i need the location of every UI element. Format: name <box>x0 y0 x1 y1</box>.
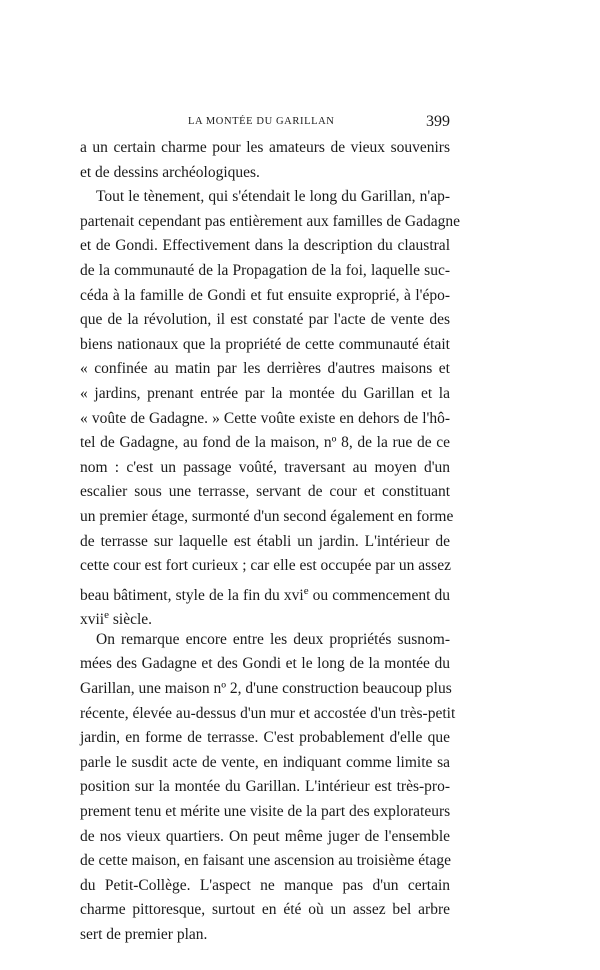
text-line: que de la révolution, il est constaté par l'acte de vente des <box>80 311 450 329</box>
page-number: 399 <box>426 113 450 130</box>
text-line: « jardins, prenant entrée par la montée du Garillan et la <box>80 384 450 402</box>
text-line: partenait cependant pas entièrement aux familles de Gadagne <box>80 212 461 230</box>
text-line: prement tenu et mérite une visite de la part des explorateurs <box>80 803 451 821</box>
text-line: céda à la famille de Gondi et fut ensuite exproprié, à l'épo- <box>80 286 450 304</box>
text-line: parle le susdit acte de vente, en indiquant comme limite sa <box>80 753 450 771</box>
text-line: de cette maison, en faisant une ascension au troisième étage <box>80 852 451 870</box>
text-line: biens nationaux que la propriété de cette communauté était <box>80 335 450 353</box>
text-segment: siècle. <box>109 611 153 629</box>
text-line <box>80 579 450 604</box>
text-line: sert de premier plan. <box>80 926 208 943</box>
text-line: de nos vieux quartiers. On peut même juger de l'ensemble <box>80 827 450 845</box>
running-title: LA MONTÉE DU GARILLAN <box>188 116 335 127</box>
text-line <box>80 603 450 628</box>
text-line: de la communauté de la Propagation de la foi, laquelle suc- <box>80 261 450 279</box>
body-text <box>80 136 461 948</box>
text-line: du Petit-Collège. L'aspect ne manque pas d'un certain <box>80 876 450 894</box>
text-line: récente, élevée au-dessus d'un mur et accostée d'un très-petit <box>80 704 456 722</box>
text-line: cette cour est fort curieux ; car elle est occupée par un assez <box>80 557 451 575</box>
paragraph <box>80 136 450 185</box>
text-line: nom : c'est un passage voûté, traversant au moyen d'un <box>80 458 450 476</box>
text-line: de terrasse sur laquelle est établi un jardin. L'intérieur de <box>80 532 450 550</box>
text-line: a un certain charme pour les amateurs de vieux souvenirs <box>80 139 450 156</box>
text-segment: ou commencement du <box>308 586 451 604</box>
text-line: On remarque encore entre les deux propriétés susnom- <box>96 630 450 648</box>
text-segment: beau bâtiment, style de la fin du xvi <box>80 586 304 604</box>
text-line: « voûte de Gadagne. » Cette voûte existe en dehors de l'hô- <box>80 409 450 427</box>
page-header <box>80 113 450 136</box>
text-line: et de dessins archéologiques. <box>80 163 260 181</box>
text-line: position sur la montée du Garillan. L'intérieur est très-pro- <box>80 778 450 796</box>
paragraph <box>80 628 456 948</box>
paragraph <box>80 185 461 629</box>
text-line: mées des Gadagne et des Gondi et le long de la montée du <box>80 655 450 673</box>
text-segment: xvii <box>80 611 105 629</box>
text-line: Tout le tènement, qui s'étendait le long du Garillan, n'ap- <box>96 188 450 206</box>
text-line: Garillan, une maison nº 2, d'une construction beaucoup plus <box>80 680 452 698</box>
text-line: un premier étage, surmonté d'un second également en forme <box>80 507 454 525</box>
superscript: e <box>104 609 110 622</box>
text-line: « confinée au matin par les derrières d'autres maisons et <box>80 360 450 378</box>
text-line: escalier sous une terrasse, servant de cour et constituant <box>80 483 450 501</box>
text-line: charme pittoresque, surtout en été où un assez bel arbre <box>80 901 450 919</box>
text-line: et de Gondi. Effectivement dans la description du claustral <box>80 237 450 255</box>
text-line: jardin, en forme de terrasse. C'est probablement d'elle que <box>80 729 450 747</box>
superscript: e <box>303 584 309 597</box>
text-line: tel de Gadagne, au fond de la maison, nº 8, de la rue de ce <box>80 434 450 452</box>
